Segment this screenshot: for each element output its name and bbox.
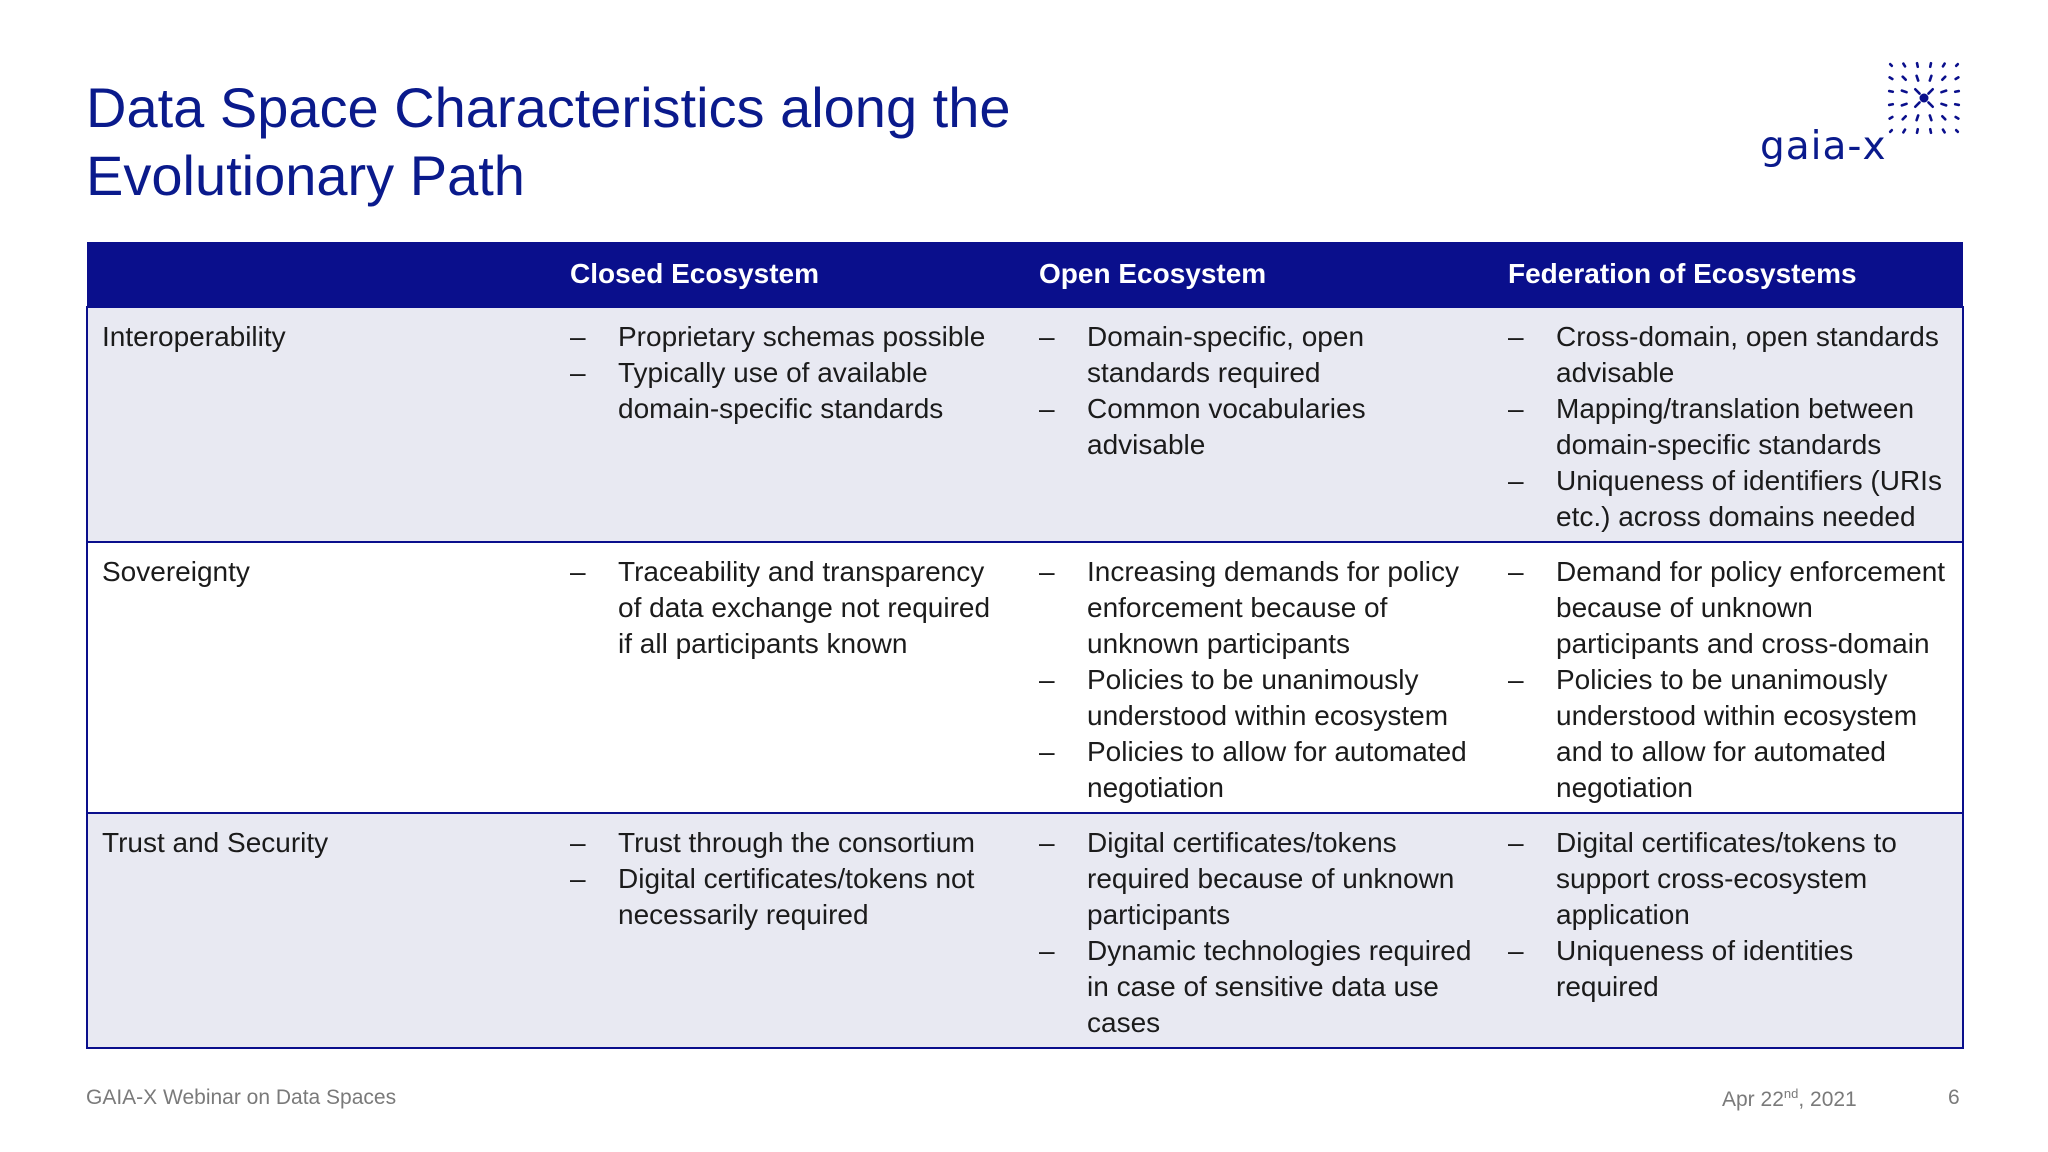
logo-dot [1889,91,1893,92]
logo-dot [1903,130,1905,133]
cell-closed [556,307,1025,542]
cell-federation [1494,813,1963,1048]
row-label: Interoperability [87,307,556,542]
footer-date-day: Apr 22 [1722,1088,1784,1111]
footer-date [1722,1086,1857,1112]
cell-closed [556,542,1025,813]
header-closed-ecosystem: Closed Ecosystem [556,242,1025,307]
logo-dot [1917,115,1919,120]
header-empty [87,242,556,307]
logo-dot [1941,91,1946,93]
logo-dot [1890,130,1892,132]
logo-dot [1917,76,1919,81]
cell-closed [556,813,1025,1048]
footer-date-suffix: nd [1783,1086,1799,1101]
list-item: – Trust through the consortium [570,825,1011,861]
slide-title-line1: Data Space Characteristics along the [86,76,1011,139]
list-item: – Traceability and transparency of data exchange not required if all participants known [570,554,1011,662]
header-open-ecosystem: Open Ecosystem [1025,242,1494,307]
logo-dot [1943,64,1945,67]
logo-dot [1902,104,1907,106]
list-item: – Domain-specific, open standards required [1039,319,1480,391]
cell-federation [1494,307,1963,542]
header-federation-of-ecosystems: Federation of Ecosystems [1494,242,1963,307]
logo-dot [1956,117,1959,119]
logo-text: gaia-x [1760,124,1887,169]
row-label: Sovereignty [87,542,556,813]
list-item: – Typically use of available domain-specific standards [570,355,1011,427]
bullet-list [1039,319,1480,463]
list-item: – Policies to allow for automated negotiation [1039,734,1480,806]
logo-dots-icon [1884,58,1964,138]
table-header-row [87,242,1963,307]
footer-date-year: , 2021 [1798,1088,1857,1111]
list-item: – Increasing demands for policy enforcement because of unknown participants [1039,554,1480,662]
logo-dot [1956,77,1959,79]
slide-title [86,74,1186,210]
logo-dot [1956,130,1958,132]
logo-dot [1890,64,1892,66]
bullet-list [570,554,1011,662]
bullet-list [570,825,1011,933]
table-row-interoperability [87,307,1963,542]
cell-open [1025,542,1494,813]
list-item: – Digital certificates/tokens not necessarily required [570,861,1011,933]
logo-dot [1955,91,1959,92]
logo-dot [1903,77,1906,80]
bullet-list [1508,825,1948,1005]
list-item: – Dynamic technologies required in case of sensitive data use cases [1039,933,1480,1041]
logo-dot [1917,63,1918,67]
bullet-list [1508,554,1948,806]
list-item: – Digital certificates/tokens required because of unknown participants [1039,825,1480,933]
cell-federation [1494,542,1963,813]
logo-dot [1930,63,1931,67]
bullet-list [1039,825,1480,1041]
list-item: – Proprietary schemas possible [570,319,1011,355]
list-item: – Uniqueness of identifiers (URIs etc.) across domains needed [1508,463,1948,535]
logo-dot [1955,104,1959,105]
row-label: Trust and Security [87,813,556,1048]
list-item: – Common vocabularies advisable [1039,391,1480,463]
logo-dot [1890,117,1893,119]
logo-dot [1903,64,1905,67]
logo-dot [1941,104,1946,106]
footer-event-title: GAIA-X Webinar on Data Spaces [86,1086,397,1109]
list-item: – Demand for policy enforcement because of unknown participants and cross-domain [1508,554,1948,662]
gaia-x-logo [1756,58,1964,178]
list-item: – Mapping/translation between domain-specific standards [1508,391,1948,463]
logo-dot [1917,129,1918,133]
bullet-list [570,319,1011,427]
page-number: 6 [1948,1086,1960,1109]
bullet-list [1508,319,1948,535]
list-item: – Digital certificates/tokens to support cross-ecosystem application [1508,825,1948,933]
slide-title-line2: Evolutionary Path [86,144,525,207]
list-item: – Cross-domain, open standards advisable [1508,319,1948,391]
cell-open [1025,813,1494,1048]
logo-dot [1902,91,1907,93]
list-item: – Policies to be unanimously understood within ecosystem [1039,662,1480,734]
logo-dot [1942,116,1945,119]
logo-dot [1903,116,1906,119]
logo-dot [1928,89,1932,93]
table-row-trust-and-security [87,813,1963,1048]
logo-center-dot [1920,94,1929,103]
logo-dot [1930,76,1932,81]
logo-dot [1915,102,1919,106]
logo-dot [1930,129,1931,133]
logo-dot [1943,130,1945,133]
logo-dot [1942,77,1945,80]
logo-dot [1930,115,1932,120]
list-item: – Uniqueness of identities required [1508,933,1948,1005]
cell-open [1025,307,1494,542]
table-row-sovereignty [87,542,1963,813]
logo-dot [1928,102,1932,106]
list-item: – Policies to be unanimously understood within ecosystem and to allow for automated negotiation [1508,662,1948,806]
logo-dot [1956,64,1958,66]
logo-dot [1889,104,1893,105]
logo-dot [1915,89,1919,93]
characteristics-table [86,242,1964,1049]
logo-dot [1890,77,1893,79]
bullet-list [1039,554,1480,806]
